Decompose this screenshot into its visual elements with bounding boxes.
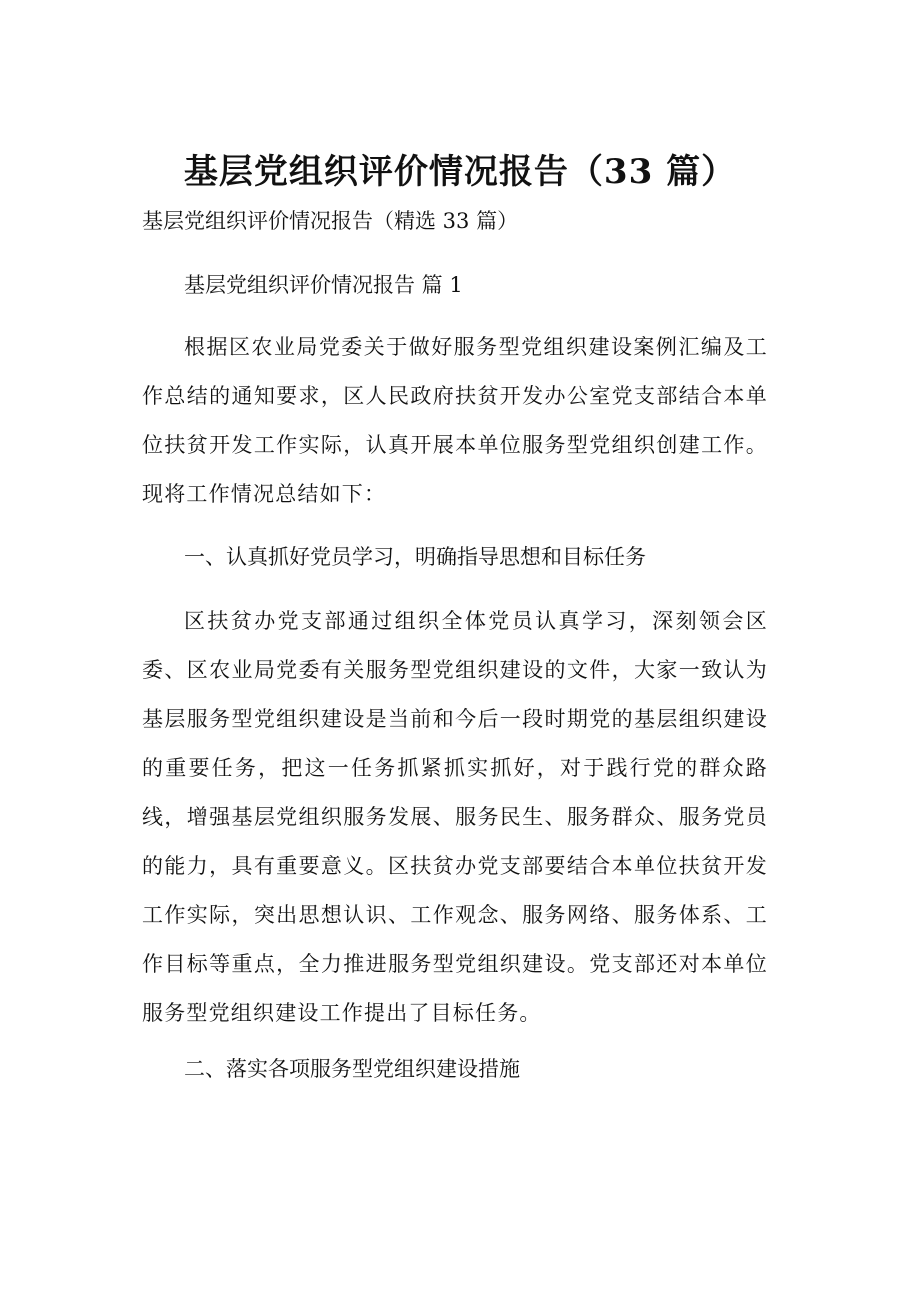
heading-two: 二、落实各项服务型党组织建设措施 — [184, 1057, 520, 1081]
document-subtitle: 基层党组织评价情况报告（精选 33 篇） — [142, 209, 519, 233]
document-title: 基层党组织评价情况报告（33 篇） — [183, 152, 737, 192]
paragraph-study: 区扶贫办党支部通过组织全体党员认真学习，深刻领会区委、区农业局党委有关服务型党组织建设的文件，大家一致认为基层服务型党组织建设是当前和今后一段时期党的基层组织建设的重要任务，把这一任务抓紧抓实抓好，对于践行党的群众路线，增强基层党组织服务发展、服务民生、服务群众、服务党员的能力，具有重要意义。区扶贫办党支部要结合本单位扶贫开发工作实际，突出思想认识、工作观念、服务网络、服务体系、工作目标等重点，全力推进服务型党组织建设。党支部还对本单位服务型党组织建设工作提出了目标任务。 — [142, 609, 768, 1025]
section-heading: 基层党组织评价情况报告 篇 1 — [184, 273, 463, 297]
paragraph-intro: 根据区农业局党委关于做好服务型党组织建设案例汇编及工作总结的通知要求，区人民政府扶贫开发办公室党支部结合本单位扶贫开发工作实际，认真开展本单位服务型党组织创建工作。现将工作情况总结如下： — [142, 335, 768, 506]
heading-one: 一、认真抓好党员学习，明确指导思想和目标任务 — [184, 545, 646, 569]
